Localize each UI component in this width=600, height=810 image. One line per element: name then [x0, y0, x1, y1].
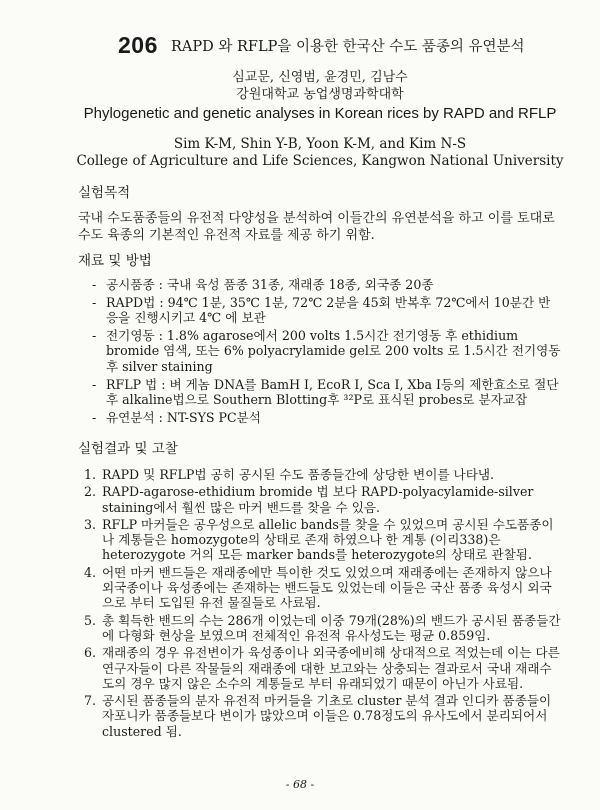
- purpose-text: 국내 수도품종들의 유전적 다양성을 분석하여 이들간의 유연분석을 하고 이를 토대로 수도 육종의 기본적인 유전적 자료를 제공 하기 위함.: [78, 211, 555, 243]
- korean-title: RAPD 와 RFLP을 이용한 한국산 수도 품종의 유연분석: [170, 39, 525, 55]
- purpose-heading: 실험목적: [78, 185, 131, 201]
- list-item: - 유연분석 : NT-SYS PC분석: [92, 409, 261, 425]
- list-item: 1. RAPD 및 RFLP법 공히 공시된 수도 품종들간에 상당한 변이를 나타냄.: [84, 467, 495, 482]
- english-title: Phylogenetic and genetic analyses in Korean rices by RAPD and RFLP: [83, 105, 557, 122]
- list-item: 7. 공시된 품종들의 분자 유전적 마커들을 기초로 cluster 분석 결과 인디카 품종들이 자포니카 품종들보다 변이가 많았으며 이들은 0.78정도의 유사도에서 분리되어서 clustered 됨.: [84, 693, 552, 739]
- results-list: [84, 467, 562, 741]
- materials-heading: 재료 및 방법: [78, 253, 152, 269]
- list-item: 5. 총 획득한 밴드의 수는 286개 이었는데 이중 79개(28%)의 밴드가 공시된 품종들간에 다형화 현상을 보였으며 전체적인 유전적 유사성도는 평균 0.859임.: [84, 612, 561, 643]
- list-item: - 공시품종 : 국내 육성 품종 31종, 재래종 18종, 외국종 20종: [92, 277, 434, 292]
- english-authors: Sim K-M, Shin Y-B, Yoon K-M, and Kim N-S: [173, 136, 467, 152]
- materials-list: [92, 277, 562, 427]
- list-item: - RFLP 법 : 벼 게놈 DNA를 BamH I, EcoR I, Sca I, Xba I등의 제한효소로 절단후 alkaline법으로 Southern Blotting후 ³²P로 표식된 probes로 분자교잡: [92, 376, 559, 408]
- abstract-title-row: [118, 32, 588, 59]
- abstract-number: 206: [118, 32, 158, 58]
- list-item: 2. RAPD-agarose-ethidium bromide 법 보다 RAPD-polyacylamide-silver staining에서 훨씬 많은 마커 밴드를 찾을 수 있음.: [84, 484, 534, 515]
- list-item: 3. RFLP 마커들은 공우성으로 allelic bands를 찾을 수 있었으며 공시된 수도품종이나 계통들은 homozygote의 상태로 존재 하였으나 한 계통 (이리338)은 heterozygote 거의 모든 marker bands를 heterozygote의 상태로 관찰됨.: [84, 516, 554, 563]
- page-number: - 68 -: [285, 778, 315, 791]
- list-item: - 전기영동 : 1.8% agarose에서 200 volts 1.5시간 전기영동 후 ethidium bromide 염색, 또는 6% polyacrylamide gel로 200 volts 로 1.5시간 전기영동후 silver staining: [92, 327, 561, 374]
- korean-affiliation: 강원대학교 농업생명과학대학: [236, 87, 404, 102]
- list-item: 6. 재래종의 경우 유전변이가 육성종이나 외국종에비해 상대적으로 적었는데 이는 다른 연구자들이 다른 작물들의 재래종에 대한 보고와는 상충되는 결과로서 국내 재래수도의 경우 많지 않은 소수의 계통들로 부터 유래되었기 때문이 아닌가 사료됨.: [84, 645, 560, 691]
- list-item: 4. 어떤 마커 밴드들은 재래종에만 특이한 것도 있었으며 재래종에는 존재하지 않으나 외국종이나 육성종에는 존재하는 밴드들도 있었는데 이들은 국산 품종 육성시 외국으로 부터 도입된 유전 물질들로 사료됨.: [84, 564, 552, 611]
- list-item: - RAPD법 : 94℃ 1분, 35℃ 1분, 72℃ 2분을 45회 반복후 72℃에서 10분간 반응을 진행시키고 4℃ 에 보관: [92, 294, 551, 326]
- english-affiliation: College of Agriculture and Life Sciences, Kangwon National University: [76, 153, 564, 169]
- results-heading: 실험결과 및 고찰: [78, 441, 178, 457]
- korean-authors: 심교문, 신영범, 윤경민, 김남수: [232, 70, 408, 85]
